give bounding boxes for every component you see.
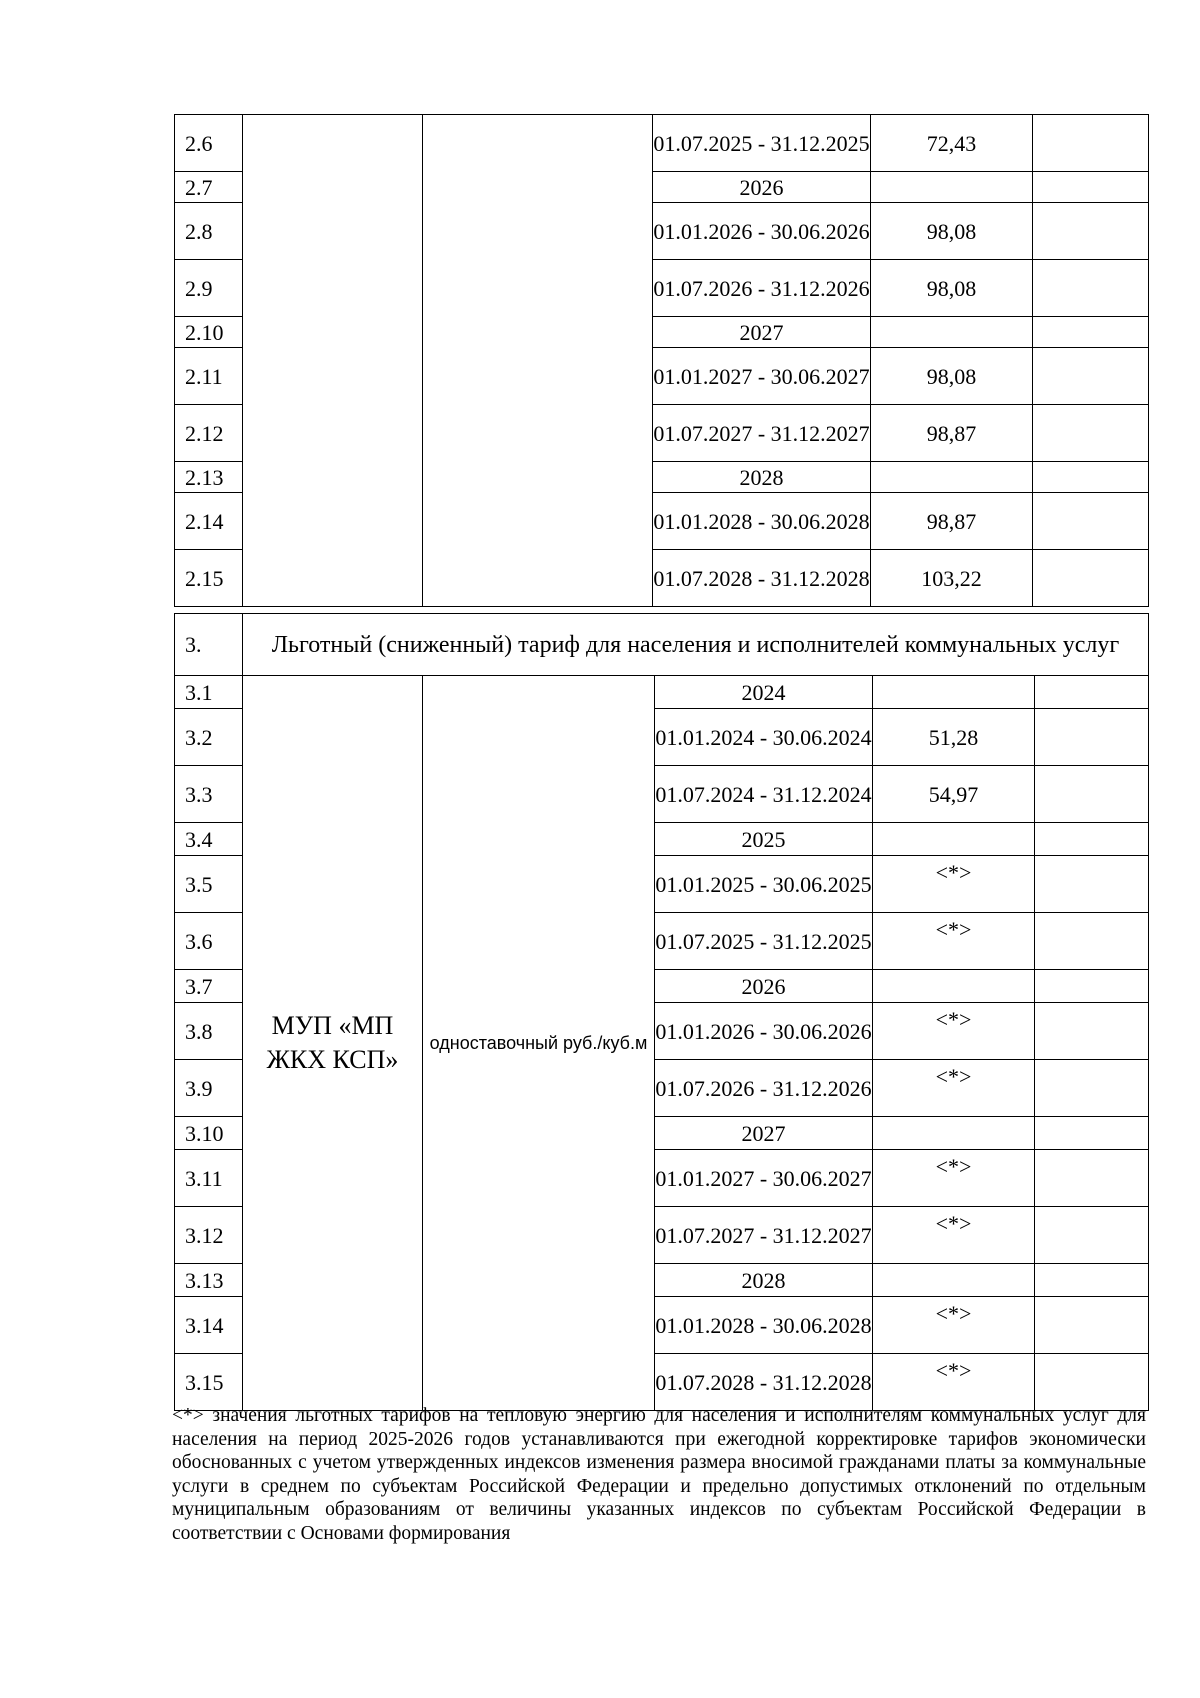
empty-cell (1035, 856, 1149, 913)
organization-cell: МУП «МП ЖКХ КСП» (243, 676, 423, 1411)
empty-cell (1035, 1060, 1149, 1117)
row-number: 3.10 (175, 1117, 243, 1150)
period-cell: 01.01.2025 - 30.06.2025 (655, 856, 873, 913)
row-number: 2.14 (175, 493, 243, 550)
empty-cell (1033, 317, 1149, 348)
row-number: 2.15 (175, 550, 243, 607)
value-cell (871, 317, 1033, 348)
row-number: 3.15 (175, 1354, 243, 1411)
period-cell: 01.01.2024 - 30.06.2024 (655, 709, 873, 766)
row-number: 2.12 (175, 405, 243, 462)
period-cell: 01.01.2026 - 30.06.2026 (653, 203, 871, 260)
value-cell (871, 172, 1033, 203)
row-number: 2.11 (175, 348, 243, 405)
value-cell (873, 1264, 1035, 1297)
section3-header (174, 613, 1149, 676)
value-cell: <*> (873, 1354, 1035, 1411)
row-number: 3.13 (175, 1264, 243, 1297)
period-cell: 01.07.2026 - 31.12.2026 (653, 260, 871, 317)
organization-cell (243, 115, 423, 607)
value-cell: <*> (873, 1207, 1035, 1264)
row-number: 3.7 (175, 970, 243, 1003)
period-cell: 01.07.2024 - 31.12.2024 (655, 766, 873, 823)
period-cell: 01.01.2026 - 30.06.2026 (655, 1003, 873, 1060)
row-number: 2.10 (175, 317, 243, 348)
period-cell: 01.01.2027 - 30.06.2027 (653, 348, 871, 405)
empty-cell (1035, 1207, 1149, 1264)
row-number: 2.7 (175, 172, 243, 203)
empty-cell (1033, 405, 1149, 462)
period-cell: 2026 (655, 970, 873, 1003)
value-cell: <*> (873, 1003, 1035, 1060)
value-cell (873, 823, 1035, 856)
period-cell: 01.07.2027 - 31.12.2027 (655, 1207, 873, 1264)
period-cell: 2028 (653, 462, 871, 493)
period-cell: 01.07.2025 - 31.12.2025 (655, 913, 873, 970)
footnote (172, 1404, 1146, 1545)
value-cell: <*> (873, 1150, 1035, 1207)
value-cell (873, 970, 1035, 1003)
empty-cell (1033, 172, 1149, 203)
value-cell: <*> (873, 1297, 1035, 1354)
value-cell (873, 1117, 1035, 1150)
value-cell: 54,97 (873, 766, 1035, 823)
row-number: 3.2 (175, 709, 243, 766)
empty-cell (1033, 462, 1149, 493)
tariff-type-cell: одноставочный руб./куб.м (423, 676, 655, 1411)
row-number: 3.9 (175, 1060, 243, 1117)
row-number: 3.8 (175, 1003, 243, 1060)
empty-cell (1033, 260, 1149, 317)
section3-number: 3. (175, 614, 243, 676)
value-cell (873, 676, 1035, 709)
period-cell: 2028 (655, 1264, 873, 1297)
empty-cell (1033, 493, 1149, 550)
row-number: 3.14 (175, 1297, 243, 1354)
row-number: 3.1 (175, 676, 243, 709)
row-number: 3.11 (175, 1150, 243, 1207)
period-cell: 01.01.2028 - 30.06.2028 (653, 493, 871, 550)
empty-cell (1035, 709, 1149, 766)
row-number: 2.8 (175, 203, 243, 260)
value-cell: 98,87 (871, 405, 1033, 462)
value-cell: 98,08 (871, 203, 1033, 260)
value-cell: 51,28 (873, 709, 1035, 766)
table-row (175, 115, 1149, 172)
period-cell: 2027 (655, 1117, 873, 1150)
empty-cell (1035, 676, 1149, 709)
value-cell: <*> (873, 1060, 1035, 1117)
period-cell: 2027 (653, 317, 871, 348)
value-cell: 72,43 (871, 115, 1033, 172)
value-cell: <*> (873, 913, 1035, 970)
row-number: 3.5 (175, 856, 243, 913)
period-cell: 01.07.2028 - 31.12.2028 (655, 1354, 873, 1411)
empty-cell (1035, 1117, 1149, 1150)
period-cell: 01.07.2025 - 31.12.2025 (653, 115, 871, 172)
empty-cell (1033, 348, 1149, 405)
value-cell: 103,22 (871, 550, 1033, 607)
period-cell: 2026 (653, 172, 871, 203)
row-number: 3.6 (175, 913, 243, 970)
empty-cell (1033, 115, 1149, 172)
period-cell: 01.01.2027 - 30.06.2027 (655, 1150, 873, 1207)
tariff-table-part3 (174, 675, 1149, 1411)
row-number: 3.12 (175, 1207, 243, 1264)
tariff-type-cell (423, 115, 653, 607)
empty-cell (1035, 766, 1149, 823)
row-number: 3.4 (175, 823, 243, 856)
section3-title: Льготный (сниженный) тариф для населения и исполнителей коммунальных услуг (243, 614, 1149, 676)
value-cell: 98,08 (871, 260, 1033, 317)
empty-cell (1035, 1150, 1149, 1207)
table-row (175, 676, 1149, 709)
row-number: 2.13 (175, 462, 243, 493)
value-cell (871, 462, 1033, 493)
period-cell: 2024 (655, 676, 873, 709)
row-number: 2.6 (175, 115, 243, 172)
tariff-table-part2 (174, 114, 1149, 607)
row-number: 3.3 (175, 766, 243, 823)
empty-cell (1035, 1297, 1149, 1354)
period-cell: 2025 (655, 823, 873, 856)
empty-cell (1035, 970, 1149, 1003)
value-cell: 98,08 (871, 348, 1033, 405)
empty-cell (1035, 823, 1149, 856)
period-cell: 01.07.2027 - 31.12.2027 (653, 405, 871, 462)
period-cell: 01.07.2028 - 31.12.2028 (653, 550, 871, 607)
empty-cell (1035, 913, 1149, 970)
empty-cell (1035, 1264, 1149, 1297)
footnote-text: <*> значения льготных тарифов на тепловую энергию для населения и исполнителям коммунальных услуг для населения на период 2025-2026 годов устанавливаются при ежегодной корректировке тарифов экономически обоснованных с учетом утвержденных индексов изменения размера вносимой гражданами платы за коммунальные услуги в среднем по субъектам Российской Федерации и предельно допустимых отклонений по отдельным муниципальным образованиям от величины указанных индексов по субъектам Российской Федерации в соответствии с Основами формирования (172, 1405, 1146, 1544)
empty-cell (1033, 550, 1149, 607)
empty-cell (1033, 203, 1149, 260)
empty-cell (1035, 1354, 1149, 1411)
period-cell: 01.01.2028 - 30.06.2028 (655, 1297, 873, 1354)
value-cell: <*> (873, 856, 1035, 913)
empty-cell (1035, 1003, 1149, 1060)
period-cell: 01.07.2026 - 31.12.2026 (655, 1060, 873, 1117)
row-number: 2.9 (175, 260, 243, 317)
value-cell: 98,87 (871, 493, 1033, 550)
